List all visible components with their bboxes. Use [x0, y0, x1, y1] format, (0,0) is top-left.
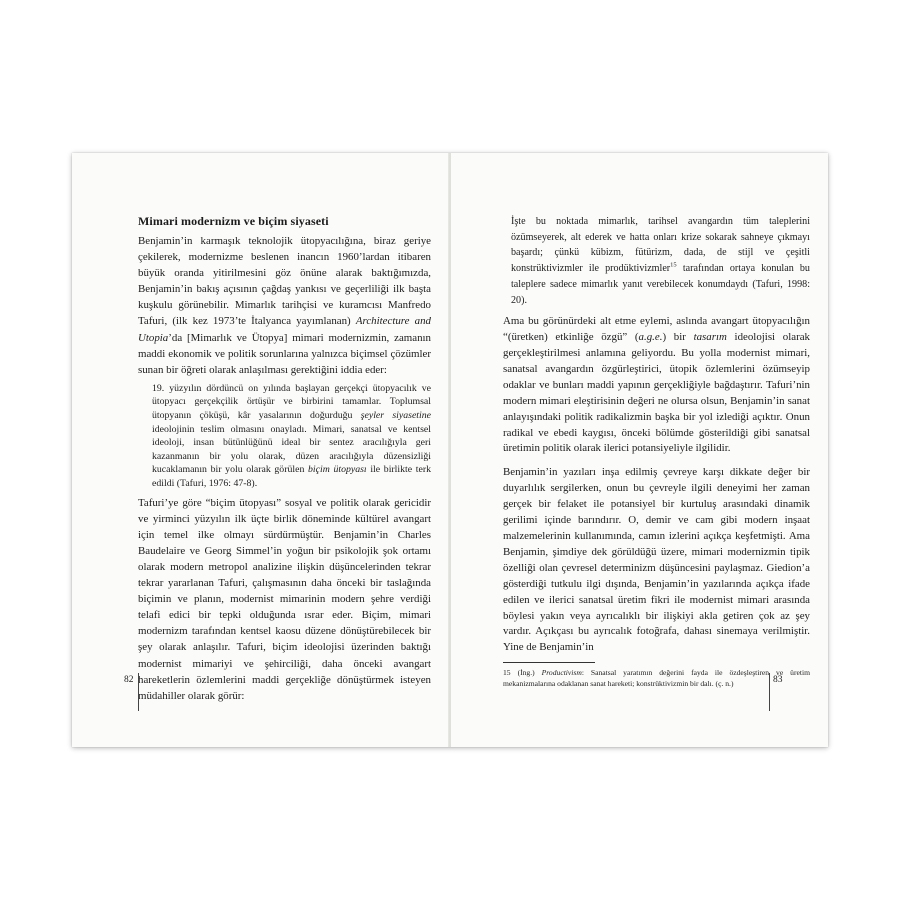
left-paragraph-1-text: Benjamin’in karmaşık teknolojik ütopyacılığına, biraz geriye çekilerek, modernizme beslenen inancın 1960’lardan itibaren büyük oranda yitirilmesini göz önüne alarak baktığımızda, Benjamin’in bakış açısının çağdaş yankısı ve geçerliliği ilk başta kuşkulu görünebilir. Mimarlık tarihçisi ve kuramcısı Manfredo Tafuri, (ilk kez 1973’te İtalyanca yayımlanan) — [138, 235, 431, 328]
book-title-architecture-and-utopia: Architecture and Utopia — [138, 315, 431, 344]
left-folio-rule — [138, 673, 139, 711]
footnote-reference: 15 — [670, 261, 677, 269]
left-quote-italic-2: biçim ütopyası — [308, 464, 367, 476]
right-page-text — [503, 214, 810, 689]
right-block-quote — [511, 214, 810, 308]
footnote-divider — [503, 662, 595, 663]
left-block-quote — [152, 382, 431, 491]
right-paragraph-2: Benjamin’in yazıları inşa edilmiş çevreye karşı dikkate değer bir duyarlılık sergilerken, onun bu çevreyle ilgili deneyimi her zaman gerçek bir felaket ile potansiyel bir kurtuluş arasındaki dinamik gerilimi içinde barındırır. O, demir ve cam gibi modern inşaat malzemelerinin kullanımında, camın izlerini açıkça keşfetmişti. Ama Benjamin, şimdiye dek görüldüğü üzere, mimari modernizmin tipik özelliği olan çevresel determinizm düşüncesini paylaşmaz. Giedion’a gösterdiği tutkulu ilgi dışında, Benjamin’in yazılarında açıkça ifade edilen ve ilerici sanatsal üretim fikri ile modernist mimari arasında böylesi yakın veya ayrıcalıklı bir ilişkiyi akla getiren çok az şey vardır. Açıkçası bu ayrıcalık fotoğrafa, dahası sinemaya verilmiştir. Yine de Benjamin’in — [503, 466, 810, 654]
page-number-left: 82 — [124, 675, 134, 685]
right-paragraph-1-part-2: ) bir — [662, 331, 686, 344]
left-quote-italic-1: şeyler siyasetine — [360, 410, 431, 422]
right-quote-part-2: tarafından ortaya konulan bu taleplere sadece mimarlık yanıt verebilecek konumdaydı (Tafuri, 1998: 20). — [511, 263, 810, 306]
left-quote-part-1: 19. yüzyılın dördüncü on yılında başlayan gerçekçi ütopyacılık ve ütopyacı gerçekçilik örtüşür ve birbirini tamamlar. Toplumsal ütopyanın çöküşü, kâr yasalarının doğurduğu — [152, 382, 431, 422]
left-quote-part-3: ile birlikte terk edildi (Tafuri, 1976: 47-8). — [152, 464, 431, 489]
left-paragraph-1 — [138, 233, 431, 378]
left-page-text — [138, 213, 431, 704]
right-quote-part-1: İşte bu noktada mimarlık, tarihsel avangardın tüm taleplerini özümseyerek, alt ederek ve hatta onları krize sokarak sahneye çıkmayı başardı; çünkü kübizm, fütürizm, dada, de stijl ve çeşitli konstrüktivizmler ile prodüktivizmler — [511, 216, 810, 275]
footnote-italic: Productivism — [541, 668, 582, 678]
left-paragraph-2: Tafuri’ye göre “biçim ütopyası” sosyal ve politik olarak gericidir ve yirminci yüzyılın ilk üçte birlik döneminde kültürel avangart için temel ilke olmayı sürdürmüştür. Benjamin’in Charles Baudelaire ve Georg Simmel’in yoğun bir psikolojik şok ortamı olarak modern metropol analizine ilişkin düşüncelerinden tekrar tekrar yararlanan Tafuri, çalışmasının daha önceki bir taslağında biçimin ve planın, modernist mimarinin modern şehre verdiği telafi edici bir tepki olduğunda ısrar eder. Biçim, mimari modernizm tarafından kentsel kaosu düzene dönüştürebilecek bir şey olarak anlaşılır. Tafuri, biçim ideolojisi üzerinden baktığı modernist mimariyi ve şehirciliği, daha önceki avangart hareketlerin özlemlerini maddi gerçekliğe dönüştürmek isteyen müdahiller olarak görür: — [138, 496, 431, 702]
right-paragraph-1-part-1: Ama bu görünürdeki alt etme eylemi, aslında avangart ütopyacılığın “(üretken) etkinliğe özgü” ( — [503, 315, 810, 344]
left-quote-part-2: ideolojinin teslim olmasını onayladı. Mimari, sanatsal ve kentsel ideoloji, insan bütünlüğünü ideal bir sentez aracılığıyla geri kazanmanın bir yolu olarak, düzen aracılığıyla düzensizliği kucaklamanın bir yolu olarak görülen — [152, 423, 431, 476]
right-paragraph-1-italic-1: a.g.e. — [638, 331, 663, 344]
footnote-number: 15 — [503, 668, 511, 678]
right-folio-rule — [769, 673, 770, 711]
right-paragraph-1-italic-2: tasarım — [693, 331, 727, 344]
page-number-right: 83 — [773, 675, 783, 685]
book-spread — [72, 153, 828, 747]
footnote-part-1: (İng.) — [517, 668, 535, 678]
section-heading: Mimari modernizm ve biçim siyaseti — [138, 214, 329, 228]
right-page — [451, 153, 828, 747]
left-paragraph-1-end: ’da [Mimarlık ve Ütopya] mimari modernizmin, zamanın maddi ekonomik ve politik sorunlarına yalnızca biçimsel çözümler sunan bir öğreti olarak anlaşılması gerektiğini iddia eder: — [138, 331, 431, 376]
right-paragraph-1 — [503, 314, 810, 457]
left-page — [72, 153, 449, 747]
footnote-part-2: : Sanatsal yaratımın değerini fayda ile özdeşleştiren ve üretim mekanizmalarına odaklanan sanat hareketi; konstrüktivizmin bir dalı. (ç. n.) — [503, 668, 810, 688]
footnote-15 — [503, 668, 810, 689]
right-paragraph-1-part-3: ideolojisi olarak gerçekleştirilmesi anlamına geliyordu. Bu yolla modernist mimari, sanatsal avangardın özgürleştirici, ütopik özlemlerini özümseyip odaklar ve bunları maddi yapının gerçekliğiyle bağdaştırır. Tafuri’nin modern mimari eleştirisinin değeri ne olursa olsun, Benjamin’in sanat anlayışındaki politik radikalizmin başka bir yol izlediği açıktır. Onun radikal ve ebedi kaygısı, önceki bölümde gösterildiği gibi sanatsal üretimin politik olarak ilerici potansiyeliyle ilgilidir. — [503, 331, 810, 455]
